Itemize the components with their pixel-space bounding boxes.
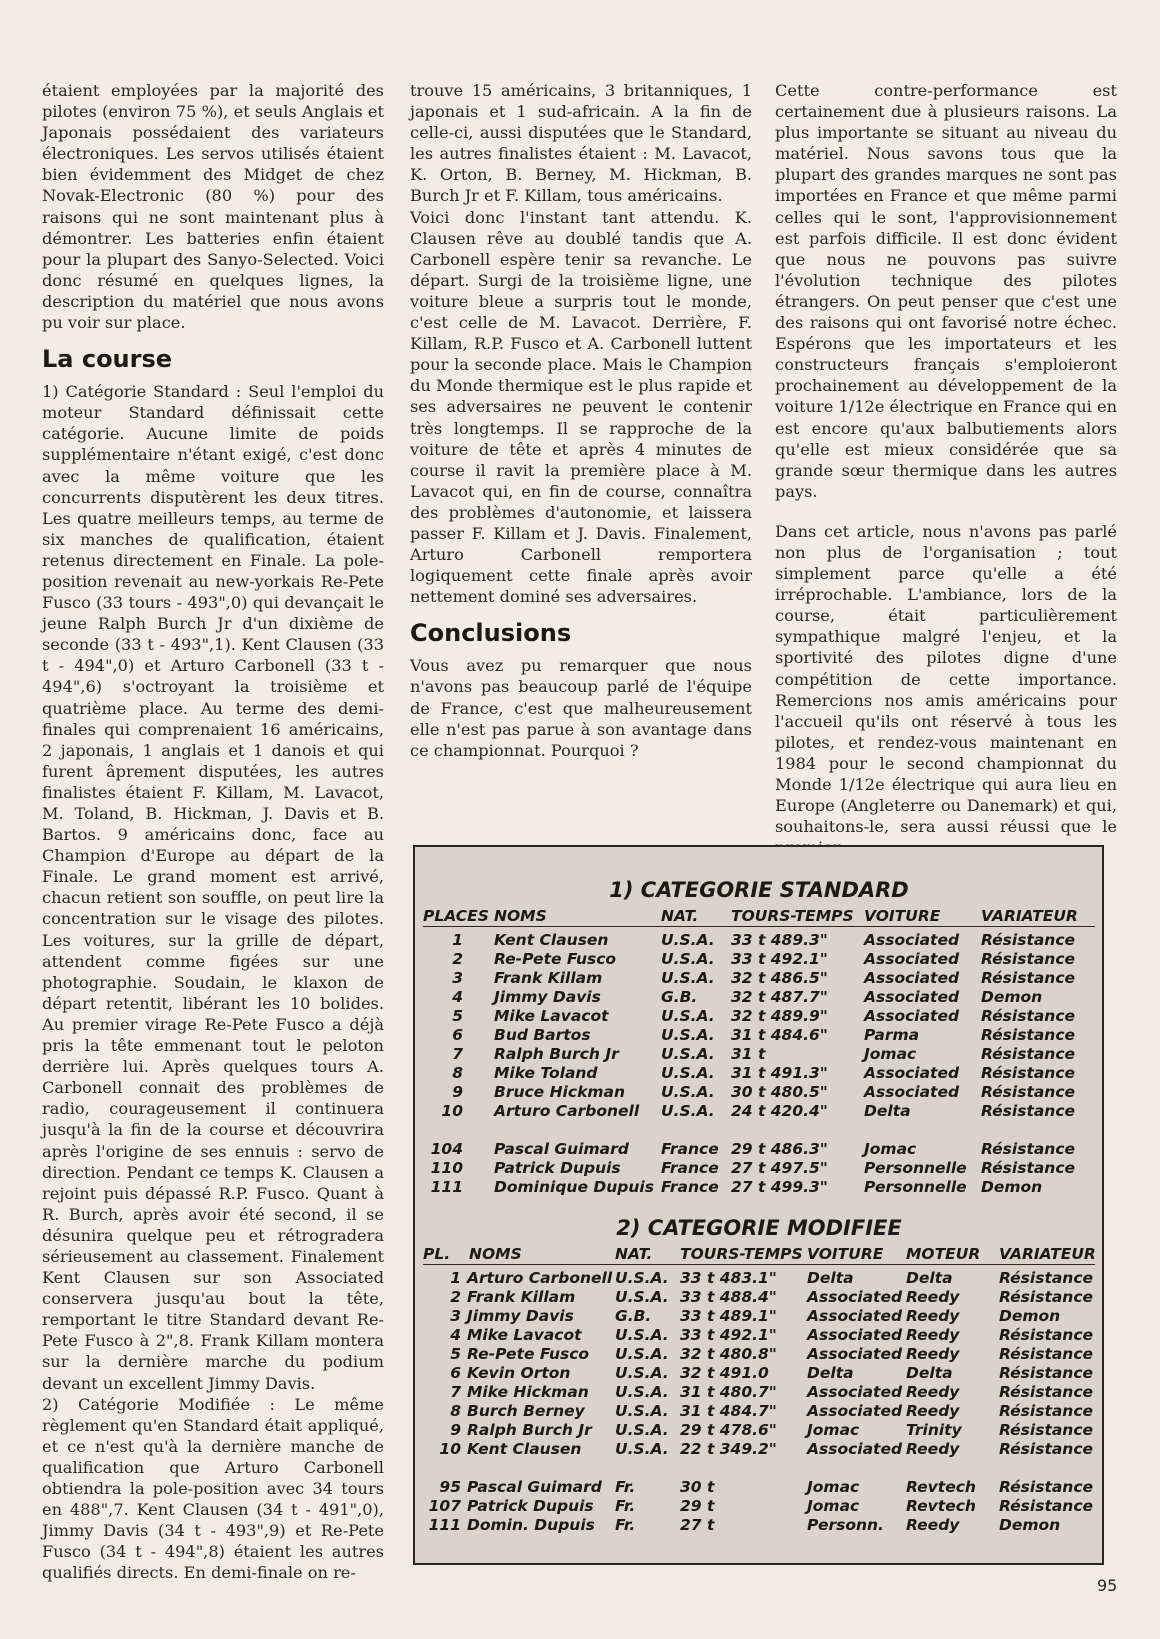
table-cell: 33 t 489.3" bbox=[731, 931, 828, 949]
table-cell: Parma bbox=[864, 1026, 920, 1044]
table-cell: Reedy bbox=[906, 1326, 960, 1344]
table-cell: 111 bbox=[430, 1178, 463, 1196]
table-row bbox=[423, 988, 1095, 1007]
table-row bbox=[423, 1269, 1095, 1288]
table-row bbox=[423, 1421, 1095, 1440]
table-cell: 27 t 499.3" bbox=[731, 1178, 828, 1196]
table-cell: Kevin Orton bbox=[467, 1364, 571, 1382]
column-header: NOMS bbox=[469, 1245, 522, 1263]
table-row bbox=[423, 1159, 1095, 1178]
table-cell: 27 t bbox=[680, 1516, 715, 1534]
column-header: TOURS-TEMPS bbox=[680, 1245, 803, 1263]
table-cell: U.S.A. bbox=[615, 1364, 669, 1382]
column-header: VOITURE bbox=[864, 907, 941, 925]
table-cell: Reedy bbox=[906, 1345, 960, 1363]
paragraph-demi-finale: trouve 15 américains, 3 britanniques, 1 japonais et 1 sud-africain. A la fin de celle-ci, aussi disputées que le Standard, les autres finalistes étaient : M. Lavacot, K. Orton, B. Berney, M. Hickman, B. Burch Jr et F. Killam, tous américains. bbox=[410, 81, 752, 206]
paragraph-equipe-france: Vous avez pu remarquer que nous n'avons pas beaucoup parlé de l'équipe de France, c'est que malheureusement elle n'est pas parue à son avantage dans ce championnat. Pourquoi ? bbox=[410, 656, 752, 760]
modified-table-body bbox=[423, 1269, 1095, 1535]
table-cell: Résistance bbox=[981, 1159, 1076, 1177]
table-cell: Frank Killam bbox=[494, 969, 603, 987]
table-cell: 29 t 486.3" bbox=[731, 1140, 828, 1158]
standard-table-body bbox=[423, 931, 1095, 1197]
table-cell: U.S.A. bbox=[615, 1383, 669, 1401]
table-row bbox=[423, 1326, 1095, 1345]
table-cell: 31 t bbox=[731, 1045, 766, 1063]
table-cell: 5 bbox=[452, 1007, 463, 1025]
column-header: PLACES bbox=[423, 907, 489, 925]
table-cell: Résistance bbox=[999, 1421, 1094, 1439]
table-cell: 104 bbox=[430, 1140, 463, 1158]
table-row bbox=[423, 1345, 1095, 1364]
table-cell: Re-Pete Fusco bbox=[494, 950, 617, 968]
table-cell: 33 t 488.4" bbox=[680, 1288, 777, 1306]
table-cell: Jomac bbox=[807, 1478, 860, 1496]
table-row bbox=[423, 1083, 1095, 1102]
table-cell: 9 bbox=[450, 1421, 461, 1439]
table-cell: 27 t 497.5" bbox=[731, 1159, 828, 1177]
standard-table-header bbox=[423, 906, 1095, 927]
table-cell: Mike Toland bbox=[494, 1064, 598, 1082]
table-cell: 33 t 492.1" bbox=[731, 950, 828, 968]
table-cell: Domin. Dupuis bbox=[467, 1516, 595, 1534]
table-cell: 29 t bbox=[680, 1497, 715, 1515]
paragraph-materiel: étaient employées par la majorité des pilotes (environ 75 %), et seuls Anglais et Japonais possédaient des variateurs électroniques. Les servos utilisés étaient bien évidemment des Midget de chez Novak-Electronic (80 %) pour des raisons qui ne sont maintenant plus à démontrer. Les batteries enfin étaient pour la plupart des Sanyo-Selected. Voici donc résumé en quelques lignes, la description du matériel que nous avons pu voir sur place. bbox=[42, 81, 384, 333]
table-row bbox=[423, 1045, 1095, 1064]
table-cell: Reedy bbox=[906, 1440, 960, 1458]
table-cell: 9 bbox=[452, 1083, 463, 1101]
table-cell: Ralph Burch Jr bbox=[494, 1045, 619, 1063]
table-cell: U.S.A. bbox=[661, 1064, 715, 1082]
table-cell: Fr. bbox=[615, 1497, 636, 1515]
table-cell: Résistance bbox=[981, 1007, 1076, 1025]
standard-results-table bbox=[423, 877, 1095, 1197]
column-header: NAT. bbox=[615, 1245, 653, 1263]
table-cell: U.S.A. bbox=[615, 1402, 669, 1420]
table-row bbox=[423, 1064, 1095, 1083]
table-cell: 2 bbox=[452, 950, 463, 968]
table-row bbox=[423, 1178, 1095, 1197]
table-cell: Résistance bbox=[981, 1045, 1076, 1063]
table-cell: Fr. bbox=[615, 1478, 636, 1496]
table-cell: Pascal Guimard bbox=[467, 1478, 602, 1496]
table-cell: Demon bbox=[999, 1516, 1061, 1534]
table-cell: Reedy bbox=[906, 1402, 960, 1420]
table-cell: Demon bbox=[999, 1307, 1061, 1325]
table-cell: 1 bbox=[452, 931, 463, 949]
table-cell: 33 t 483.1" bbox=[680, 1269, 777, 1287]
table-cell: 32 t 480.8" bbox=[680, 1345, 777, 1363]
table-cell: U.S.A. bbox=[661, 969, 715, 987]
table-cell: 3 bbox=[450, 1307, 461, 1325]
column-header: NAT. bbox=[661, 907, 699, 925]
table-row bbox=[423, 1307, 1095, 1326]
table-cell: Associated bbox=[864, 1083, 960, 1101]
table-cell: Pascal Guimard bbox=[494, 1140, 629, 1158]
table-cell: France bbox=[661, 1159, 719, 1177]
column-header: VARIATEUR bbox=[981, 907, 1078, 925]
table-cell: 6 bbox=[450, 1364, 461, 1382]
table-cell: Bruce Hickman bbox=[494, 1083, 626, 1101]
table-cell: Reedy bbox=[906, 1383, 960, 1401]
paragraph-categorie-modifiee: 2) Catégorie Modifiée : Le même règlement qu'en Standard était appliqué, et ce n'est qu'à la dernière manche de qualification que Arturo Carbonell obtiendra la pole-position avec 34 tours en 488",7. Kent Clausen (34 t - 491",0), Jimmy Davis (34 t - 493",9) et Re-Pete Fusco (34 t - 494",8) étaient les autres qualifiés directs. En demi-finale on re- bbox=[42, 1394, 384, 1583]
table-cell: France bbox=[661, 1140, 719, 1158]
table-cell: 1 bbox=[450, 1269, 461, 1287]
table-cell: Kent Clausen bbox=[467, 1440, 582, 1458]
table-cell: France bbox=[661, 1178, 719, 1196]
table-cell: 29 t 478.6" bbox=[680, 1421, 777, 1439]
table-cell: Delta bbox=[906, 1269, 953, 1287]
table-row bbox=[423, 1140, 1095, 1159]
table-cell: Résistance bbox=[981, 1140, 1076, 1158]
table-cell: Résistance bbox=[999, 1383, 1094, 1401]
table-cell: 10 bbox=[441, 1102, 463, 1120]
table-cell: U.S.A. bbox=[661, 1007, 715, 1025]
table-cell: G.B. bbox=[615, 1307, 652, 1325]
table-cell: 10 bbox=[439, 1440, 461, 1458]
table-cell: 8 bbox=[452, 1064, 463, 1082]
table-cell: Demon bbox=[981, 1178, 1043, 1196]
table-cell: Associated bbox=[807, 1345, 903, 1363]
table-row bbox=[423, 969, 1095, 988]
table-cell: Associated bbox=[807, 1440, 903, 1458]
table-cell: 7 bbox=[450, 1383, 461, 1401]
table-cell: Fr. bbox=[615, 1516, 636, 1534]
table-cell: Ralph Burch Jr bbox=[467, 1421, 592, 1439]
table-row bbox=[423, 950, 1095, 969]
table-cell: Résistance bbox=[999, 1345, 1094, 1363]
table-row bbox=[423, 1402, 1095, 1421]
modified-results-table bbox=[423, 1215, 1095, 1535]
table-cell: Associated bbox=[864, 1007, 960, 1025]
table-cell: Associated bbox=[864, 931, 960, 949]
column-header: MOTEUR bbox=[906, 1245, 981, 1263]
table-cell: 8 bbox=[450, 1402, 461, 1420]
table-cell: Jomac bbox=[864, 1045, 917, 1063]
table-cell: Personnelle bbox=[864, 1178, 967, 1196]
modified-table-header bbox=[423, 1244, 1095, 1265]
table-cell: Delta bbox=[807, 1364, 854, 1382]
table-cell: Personnelle bbox=[864, 1159, 967, 1177]
table-cell: 31 t 480.7" bbox=[680, 1383, 777, 1401]
table-cell: Jomac bbox=[864, 1140, 917, 1158]
table-cell: Résistance bbox=[999, 1440, 1094, 1458]
paragraph-contre-performance: Cette contre-performance est certainement due à plusieurs raisons. La plus importante se situant au niveau du matériel. Nous savons tous que la plupart des grandes marques ne sont pas importées en France et que même parmi celles qui le sont, l'approvisionnement est parfois difficile. Il est donc évident que nous ne pouvons pas suivre l'évolution technique des pilotes étrangers. On peut penser que c'est une des raisons qui ont favorisé notre échec. Espérons que les importateurs et les constructeurs français s'emploieront prochainement au développement de la voiture 1/12e électrique en France qui en est encore qu'aux balbutiements alors qu'elle est mieux considérée que sa grande sœur thermique dans les autres pays. bbox=[775, 81, 1117, 501]
table-cell: Jimmy Davis bbox=[494, 988, 601, 1006]
table-cell: Associated bbox=[807, 1383, 903, 1401]
table-cell: 31 t 484.7" bbox=[680, 1402, 777, 1420]
page-number: 95 bbox=[1097, 1576, 1118, 1595]
table-cell: Delta bbox=[864, 1102, 911, 1120]
table-cell: U.S.A. bbox=[615, 1421, 669, 1439]
table-cell: Bud Bartos bbox=[494, 1026, 591, 1044]
table-cell: Associated bbox=[807, 1326, 903, 1344]
table-cell: Résistance bbox=[981, 969, 1076, 987]
modified-table-title: 2) CATEGORIE MODIFIEE bbox=[616, 1216, 902, 1240]
table-cell: Demon bbox=[981, 988, 1043, 1006]
paragraph-organisation: Dans cet article, nous n'avons pas parlé non plus de l'organisation ; tout simplement parce qu'elle a été irréprochable. L'ambiance, lors de la course, était particulièrement sympathique malgré l'enjeu, et la sportivité des pilotes digne d'une compétition de cette importance. Remercions nos amis américains pour l'accueil qu'ils ont réservé à tous les pilotes, et rendez-vous maintenant en 1984 pour le second championnat du Monde 1/12e électrique qui aura lieu en Europe (Angleterre ou Danemark) et qui, souhaitons-le, sera aussi réussi que le bbox=[775, 521, 1117, 837]
table-cell: Jomac bbox=[807, 1497, 860, 1515]
table-cell: Re-Pete Fusco bbox=[467, 1345, 590, 1363]
table-cell: Mike Lavacot bbox=[494, 1007, 609, 1025]
table-cell: U.S.A. bbox=[661, 1045, 715, 1063]
table-cell: Résistance bbox=[999, 1478, 1094, 1496]
table-cell: U.S.A. bbox=[661, 931, 715, 949]
table-cell: Revtech bbox=[906, 1497, 976, 1515]
table-cell: 32 t 489.9" bbox=[731, 1007, 828, 1025]
table-cell: Résistance bbox=[981, 1083, 1076, 1101]
table-cell: Delta bbox=[807, 1269, 854, 1287]
table-cell: 95 bbox=[439, 1478, 461, 1496]
table-cell: Résistance bbox=[999, 1364, 1094, 1382]
table-cell: 4 bbox=[450, 1326, 461, 1344]
table-cell: Dominique Dupuis bbox=[494, 1178, 654, 1196]
table-cell: 33 t 489.1" bbox=[680, 1307, 777, 1325]
table-cell: U.S.A. bbox=[661, 1083, 715, 1101]
heading-conclusions: Conclusions bbox=[410, 619, 572, 648]
column-header: NOMS bbox=[494, 907, 547, 925]
table-cell: Mike Hickman bbox=[467, 1383, 589, 1401]
table-cell: 31 t 491.3" bbox=[731, 1064, 828, 1082]
table-cell: Associated bbox=[864, 1064, 960, 1082]
table-row bbox=[423, 1478, 1095, 1497]
table-cell: Jomac bbox=[807, 1421, 860, 1439]
table-cell: U.S.A. bbox=[615, 1326, 669, 1344]
table-cell: 31 t 484.6" bbox=[731, 1026, 828, 1044]
table-cell: U.S.A. bbox=[615, 1345, 669, 1363]
table-cell: Associated bbox=[807, 1402, 903, 1420]
table-cell: Résistance bbox=[999, 1402, 1094, 1420]
table-cell: U.S.A. bbox=[615, 1269, 669, 1287]
paragraph-finale-modifiee: Voici donc l'instant tant attendu. K. Clausen rêve au doublé tandis que A. Carbonell espère tenir sa revanche. Le départ. Surgi de la troisième ligne, une voiture bleue a surpris tout le monde, c'est celle de M. Lavacot. Derrière, F. Killam, R.P. Fusco et A. Carbonell luttent pour la seconde place. Mais le Champion du Monde thermique est le plus rapide et ses adversaires ne peuvent le contenir très longtemps. Il se rapproche de la voiture de tête et après 4 minutes de course il ravit la première place à M. Lavacot qui, en fin de course, connaîtra des problèmes d'autonomie, et laissera passer F. Killam et J. Davis. Finalement, Arturo Carbonell remportera logiquement cette finale après avoir nettement dominé ses adversaires. bbox=[410, 207, 752, 607]
table-cell: 111 bbox=[428, 1516, 461, 1534]
column-header: VOITURE bbox=[807, 1245, 884, 1263]
table-cell: 30 t bbox=[680, 1478, 715, 1496]
table-cell: U.S.A. bbox=[661, 1026, 715, 1044]
table-cell: U.S.A. bbox=[661, 950, 715, 968]
table-cell: 3 bbox=[452, 969, 463, 987]
table-cell: G.B. bbox=[661, 988, 698, 1006]
table-cell: Reedy bbox=[906, 1288, 960, 1306]
table-cell: 30 t 480.5" bbox=[731, 1083, 828, 1101]
table-row bbox=[423, 1497, 1095, 1516]
table-row bbox=[423, 1364, 1095, 1383]
table-cell: Résistance bbox=[981, 931, 1076, 949]
table-cell: Résistance bbox=[981, 1026, 1076, 1044]
table-cell: U.S.A. bbox=[615, 1440, 669, 1458]
table-cell: 4 bbox=[452, 988, 463, 1006]
table-row bbox=[423, 1007, 1095, 1026]
table-cell: Reedy bbox=[906, 1516, 960, 1534]
table-cell: 32 t 486.5" bbox=[731, 969, 828, 987]
column-header: VARIATEUR bbox=[999, 1245, 1096, 1263]
table-row bbox=[423, 1102, 1095, 1121]
table-cell: 32 t 487.7" bbox=[731, 988, 828, 1006]
table-cell: Associated bbox=[807, 1288, 903, 1306]
table-cell: Burch Berney bbox=[467, 1402, 585, 1420]
table-cell: Delta bbox=[906, 1364, 953, 1382]
table-cell: 32 t 491.0 bbox=[680, 1364, 769, 1382]
table-cell: U.S.A. bbox=[661, 1102, 715, 1120]
table-cell: U.S.A. bbox=[615, 1288, 669, 1306]
table-cell: 6 bbox=[452, 1026, 463, 1044]
table-cell: Arturo Carbonell bbox=[467, 1269, 613, 1287]
table-row bbox=[423, 1516, 1095, 1535]
table-cell: Kent Clausen bbox=[494, 931, 609, 949]
table-cell: Personn. bbox=[807, 1516, 884, 1534]
table-cell: Résistance bbox=[999, 1288, 1094, 1306]
table-cell: 33 t 492.1" bbox=[680, 1326, 777, 1344]
table-cell: Jimmy Davis bbox=[467, 1307, 574, 1325]
table-cell: Arturo Carbonell bbox=[494, 1102, 640, 1120]
table-cell: Mike Lavacot bbox=[467, 1326, 582, 1344]
column-header: PL. bbox=[423, 1245, 451, 1263]
table-cell: 22 t 349.2" bbox=[680, 1440, 777, 1458]
table-cell: Patrick Dupuis bbox=[467, 1497, 594, 1515]
article-column-1 bbox=[42, 80, 384, 1583]
table-cell: Revtech bbox=[906, 1478, 976, 1496]
column-header: TOURS-TEMPS bbox=[731, 907, 854, 925]
table-cell: Associated bbox=[807, 1307, 903, 1325]
table-cell: Résistance bbox=[999, 1497, 1094, 1515]
table-cell: Résistance bbox=[981, 1102, 1076, 1120]
table-cell: Résistance bbox=[999, 1269, 1094, 1287]
table-cell: 24 t 420.4" bbox=[731, 1102, 828, 1120]
table-cell: 7 bbox=[452, 1045, 463, 1063]
table-row bbox=[423, 931, 1095, 950]
table-row bbox=[423, 1288, 1095, 1307]
table-cell: Résistance bbox=[981, 950, 1076, 968]
table-cell: Résistance bbox=[999, 1326, 1094, 1344]
table-cell: Frank Killam bbox=[467, 1288, 576, 1306]
table-cell: Patrick Dupuis bbox=[494, 1159, 621, 1177]
table-cell: Associated bbox=[864, 950, 960, 968]
table-cell: Associated bbox=[864, 988, 960, 1006]
table-cell: 5 bbox=[450, 1345, 461, 1363]
article-column-3 bbox=[775, 80, 1117, 858]
standard-table-title: 1) CATEGORIE STANDARD bbox=[609, 878, 909, 902]
table-row bbox=[423, 1440, 1095, 1459]
table-cell: 110 bbox=[430, 1159, 463, 1177]
table-cell: Trinity bbox=[906, 1421, 962, 1439]
table-cell: 2 bbox=[450, 1288, 461, 1306]
paragraph-categorie-standard: 1) Catégorie Standard : Seul l'emploi du moteur Standard définissait cette catégorie. Aucune limite de poids supplémentaire n'étant exigé, c'est donc avec la même voiture que les concurrents disputèrent les deux titres. Les quatre meilleurs temps, au terme de six manches de qualification, étaient retenus directement en Finale. La pole-position revenait au new-yorkais Re-Pete Fusco (33 tours - 493",0) qui devançait le jeune Ralph Burch Jr d'un dixième de seconde (33 t - 493",1). Kent Clausen (33 t - 494",0) et Arturo Carbonell (33 t - 494",6) s'octroyant la troisième et quatrième place. Au terme des demi-finales qui comprenaient 16 américains, 2 japonais, 1 anglais et 1 danois et qui furent âprement disputées, les autres finalistes étaient F. Killam, M. Lavacot, M. Toland, B. Hickman, J. Davis et B. Bartos. 9 américains donc, face au Champion d'Europe au départ de la Finale. Le grand moment est arrivé, chacun retient son souffle, on peut lire la concentration sur le visage des pilotes. Les voitures, sur la grille de départ, attendent comme figées sur une photographie. Soudain, le klaxon de départ retentit, libérant les 10 bolides. Au premier virage Re-Pete Fusco a déjà pris la tête emmenant tout le peloton derrière lui. Après quelques tours A. Carbonell connait des problèmes de radio, courageusement il continuera jusqu'à la fin de la course et découvrira après l'origine de ses ennuis : servo de direction. Pendant ce temps K. Clausen a rejoint puis dépassé R.P. Fusco. Quant à R. Burch, après avoir été second, il se désunira quelque peu et rétrogradera sérieusement au classement. Finalement Kent Clausen sur son Associated conservera jusqu'au bout la tête, remportant le titre Standard devant Re-Pete Fusco à 2",8. Frank Killam montera sur la dernière marche du podium devant un excellent Jimmy Davis. bbox=[42, 382, 384, 1393]
heading-la-course: La course bbox=[42, 345, 173, 374]
results-box bbox=[413, 845, 1104, 1565]
table-cell: Reedy bbox=[906, 1307, 960, 1325]
table-cell: Associated bbox=[864, 969, 960, 987]
article-column-2 bbox=[410, 80, 752, 761]
table-row bbox=[423, 1383, 1095, 1402]
table-cell: 107 bbox=[428, 1497, 461, 1515]
table-cell: Résistance bbox=[981, 1064, 1076, 1082]
table-row bbox=[423, 1026, 1095, 1045]
